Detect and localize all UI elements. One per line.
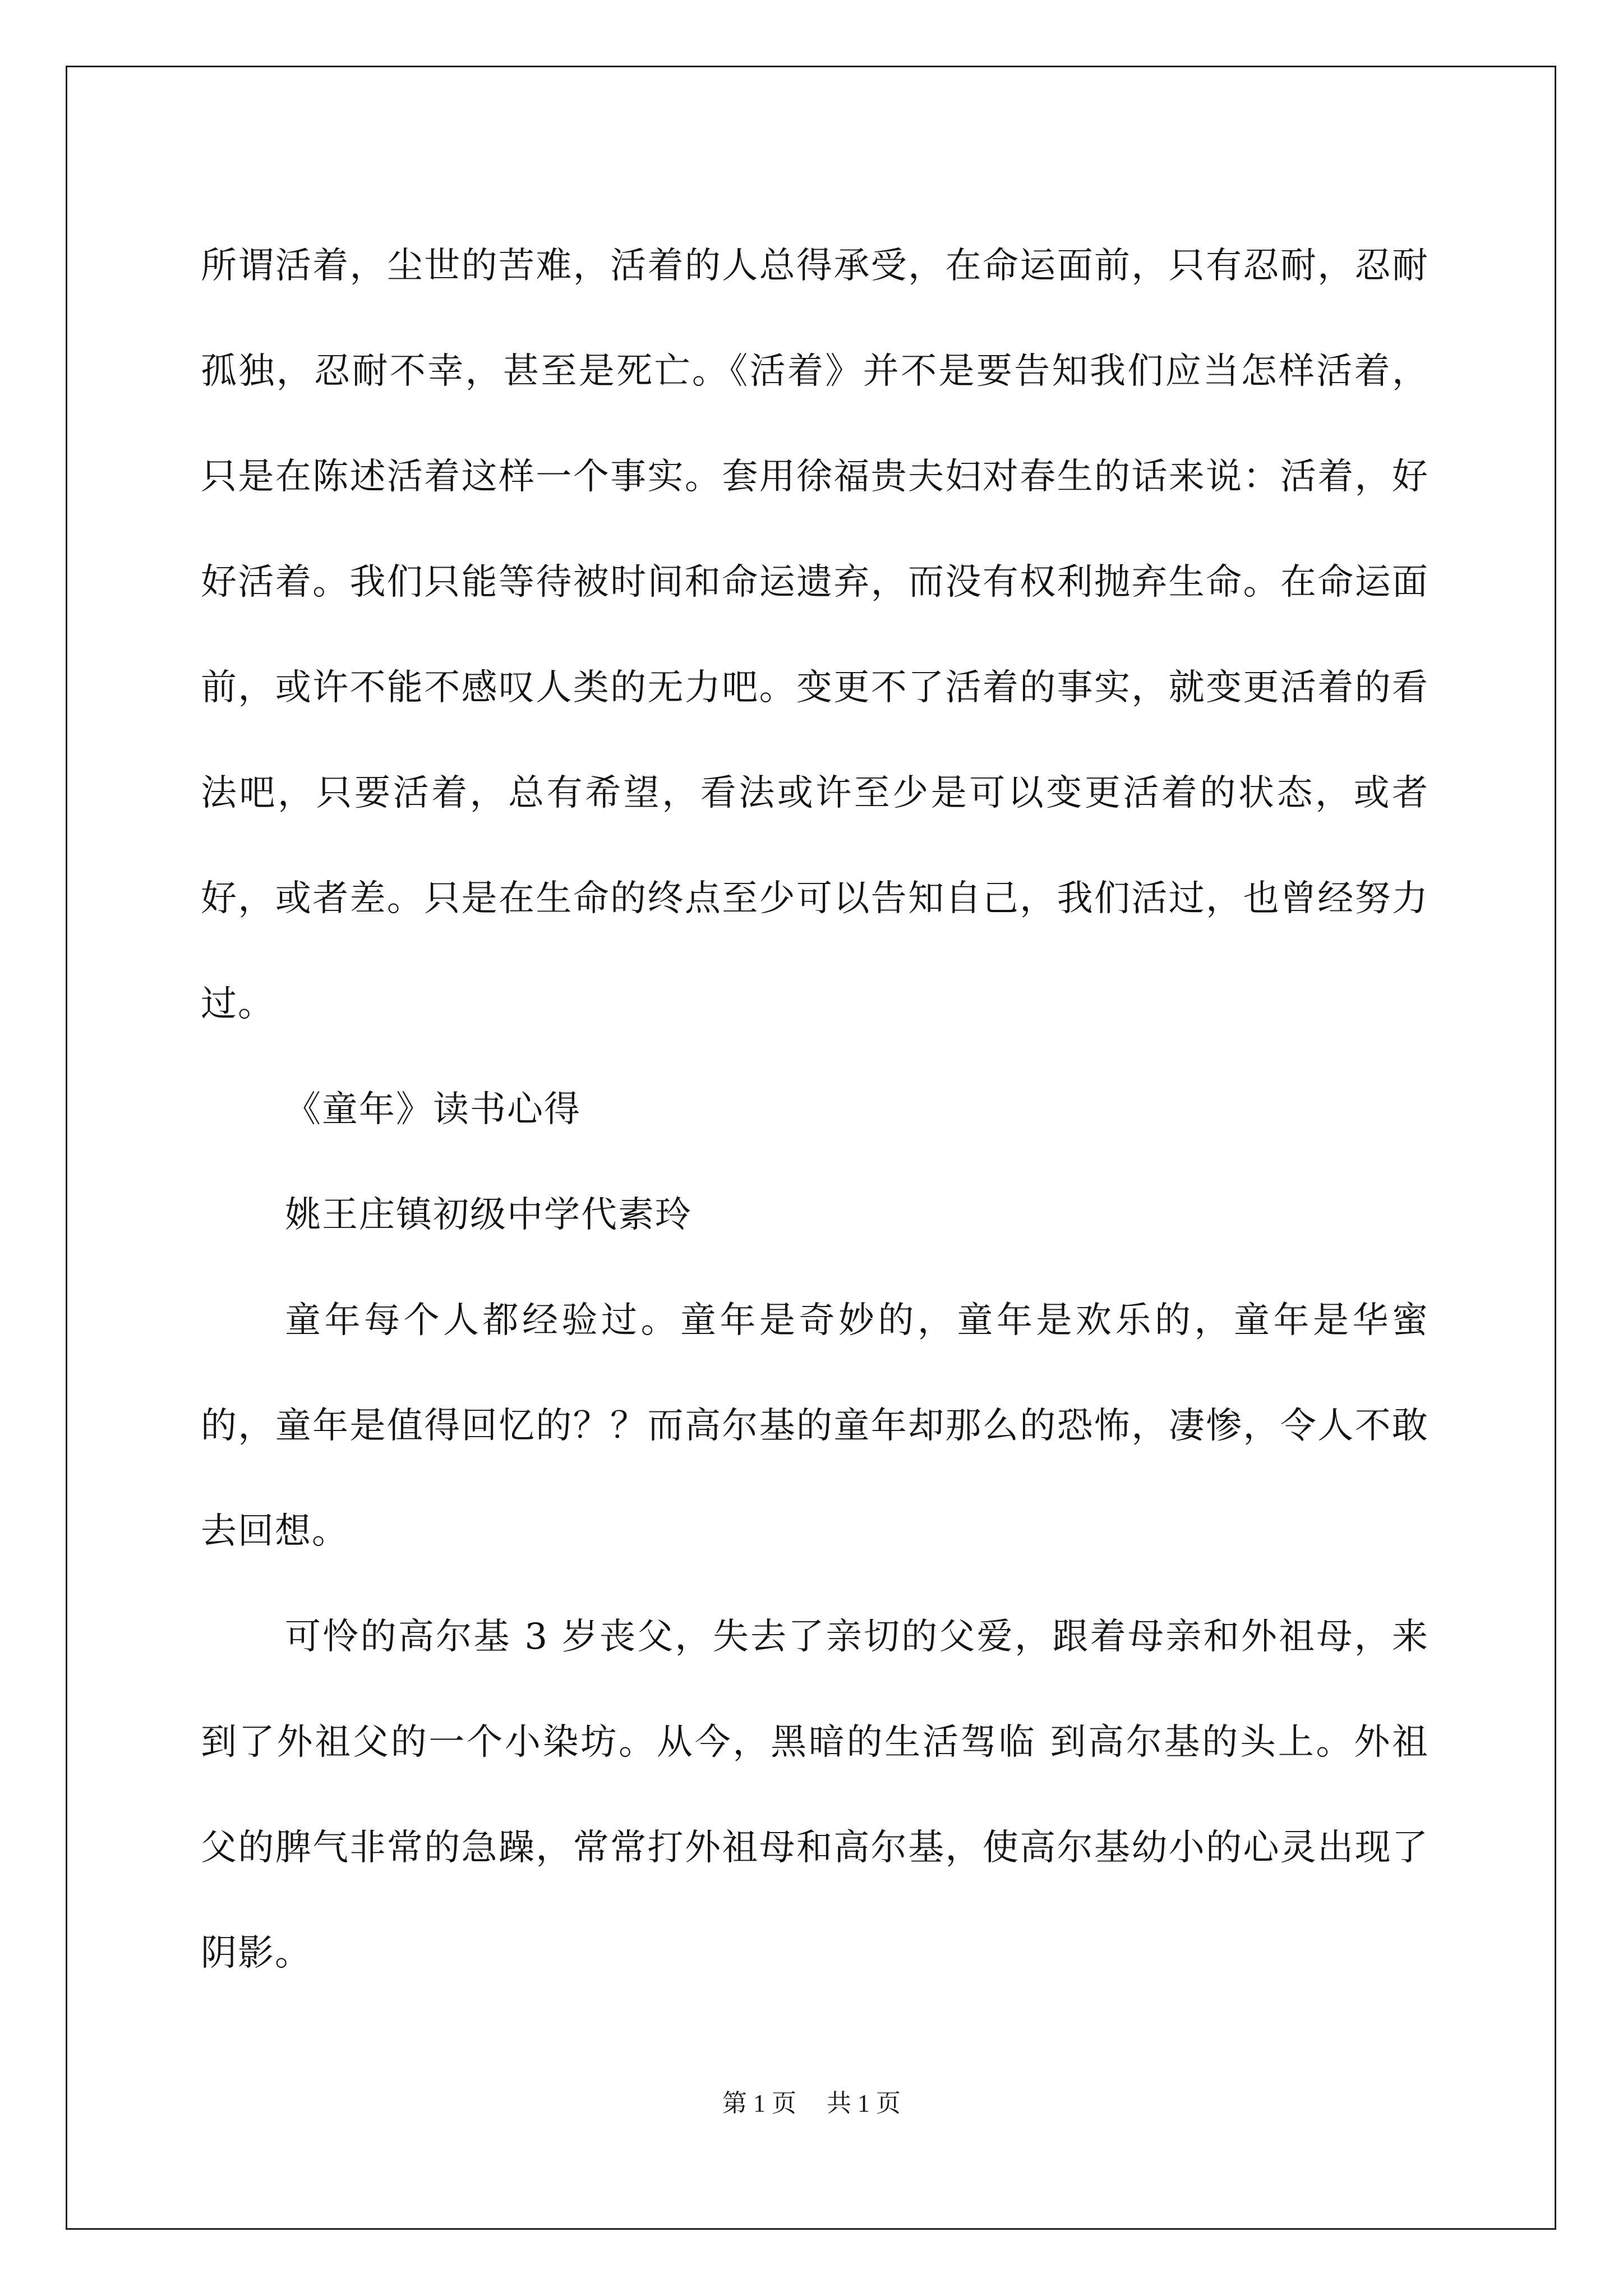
page-footer (0, 2088, 1623, 2119)
paragraph-1: 所谓活着，尘世的苦难，活着的人总得承受，在命运面前，只有忍耐，忍耐孤独，忍耐不幸，甚至是死亡。《活着》并不是要告知我们应当怎样活着，只是在陈述活着这样一个事实。套用徐福贵夫妇对春生的话来说：活着，好好活着。我们只能等待被时间和命运遗弃，而没有权利抛弃生命。在命运面前，或许不能不感叹人类的无力吧。变更不了活着的事实，就变更活着的看法吧，只要活着，总有希望，看法或许至少是可以变更活着的状态，或者好，或者差。只是在生命的终点至少可以告知自己，我们活过，也曾经努力过。 (201, 245, 1429, 1025)
author-line: 姚王庄镇初级中学代素玲 (285, 1194, 692, 1236)
paragraph-3: 可怜的高尔基 3 岁丧父，失去了亲切的父爱，跟着母亲和外祖母，来到了外祖父的一个小染坊。从今，黑暗的生活驾临 到高尔基的头上。外祖父的脾气非常的急躁，常常打外祖母和高尔基，使高尔基幼小的心灵出现了阴影。 (201, 1616, 1429, 1974)
document-body (201, 213, 1429, 2006)
page-number: 第 1 页 (722, 2090, 796, 2117)
article-title: 《童年》读书心得 (285, 1089, 581, 1130)
page-total: 共 1 页 (827, 2090, 901, 2117)
paragraph-2: 童年每个人都经验过。童年是奇妙的，童年是欢乐的，童年是华蜜的，童年是值得回忆的？？而高尔基的童年却那么的恐怖，凄惨，令人不敢去回想。 (201, 1300, 1429, 1552)
